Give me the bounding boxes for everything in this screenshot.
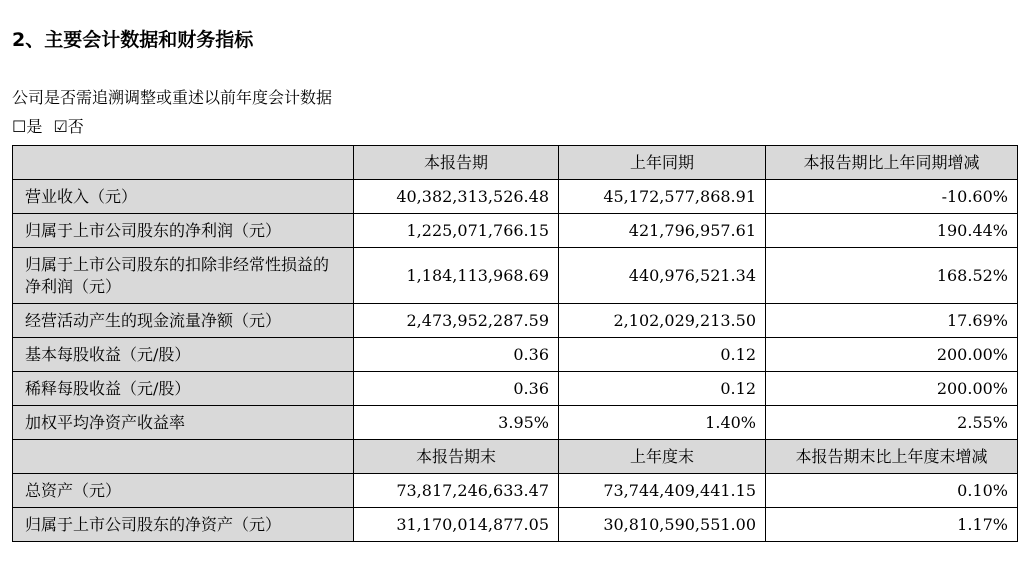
table-row <box>13 304 1018 338</box>
change-value: 1.17% <box>766 508 1018 542</box>
change-value: 200.00% <box>766 338 1018 372</box>
change-value: -10.60% <box>766 180 1018 214</box>
table-row <box>13 372 1018 406</box>
restatement-question: 公司是否需追溯调整或重述以前年度会计数据 <box>12 88 333 107</box>
current-value: 0.36 <box>354 338 559 372</box>
current-value: 40,382,313,526.48 <box>354 180 559 214</box>
prior-value: 0.12 <box>559 372 766 406</box>
table-header-row <box>13 440 1018 474</box>
table-row <box>13 248 1018 304</box>
prior-value: 0.12 <box>559 338 766 372</box>
current-value: 73,817,246,633.47 <box>354 474 559 508</box>
prior-value: 30,810,590,551.00 <box>559 508 766 542</box>
current-value: 31,170,014,877.05 <box>354 508 559 542</box>
current-value: 2,473,952,287.59 <box>354 304 559 338</box>
section-title: 2、主要会计数据和财务指标 <box>12 29 254 51</box>
table-header-row <box>13 146 1018 180</box>
choice-no <box>53 115 83 139</box>
current-value: 1,225,071,766.15 <box>354 214 559 248</box>
choice-no-label: 否 <box>67 117 84 136</box>
header-cell: 本报告期 <box>354 146 559 180</box>
change-value: 2.55% <box>766 406 1018 440</box>
prior-value: 1.40% <box>559 406 766 440</box>
header-cell <box>13 146 354 180</box>
prior-value: 73,744,409,441.15 <box>559 474 766 508</box>
table-row <box>13 508 1018 542</box>
table-row <box>13 406 1018 440</box>
header-cell: 本报告期末比上年度末增减 <box>766 440 1018 474</box>
row-label: 基本每股收益（元/股） <box>13 338 354 372</box>
change-value: 200.00% <box>766 372 1018 406</box>
header-cell: 上年度末 <box>559 440 766 474</box>
financial-data-table <box>12 145 1018 542</box>
header-cell <box>13 440 354 474</box>
change-value: 0.10% <box>766 474 1018 508</box>
row-label: 稀释每股收益（元/股） <box>13 372 354 406</box>
change-value: 168.52% <box>766 248 1018 304</box>
prior-value: 2,102,029,213.50 <box>559 304 766 338</box>
table-row <box>13 214 1018 248</box>
row-label: 归属于上市公司股东的净资产（元） <box>13 508 354 542</box>
checked-box-icon: ☑ <box>53 117 68 136</box>
change-value: 190.44% <box>766 214 1018 248</box>
change-value: 17.69% <box>766 304 1018 338</box>
table-row <box>13 338 1018 372</box>
table-row <box>13 474 1018 508</box>
prior-value: 45,172,577,868.91 <box>559 180 766 214</box>
row-label: 经营活动产生的现金流量净额（元） <box>13 304 354 338</box>
header-cell: 本报告期比上年同期增减 <box>766 146 1018 180</box>
row-label: 归属于上市公司股东的净利润（元） <box>13 214 354 248</box>
prior-value: 421,796,957.61 <box>559 214 766 248</box>
restatement-choices <box>12 115 90 139</box>
header-cell: 本报告期末 <box>354 440 559 474</box>
row-label: 归属于上市公司股东的扣除非经常性损益的净利润（元） <box>13 248 354 304</box>
current-value: 0.36 <box>354 372 559 406</box>
current-value: 1,184,113,968.69 <box>354 248 559 304</box>
current-value: 3.95% <box>354 406 559 440</box>
table-row <box>13 180 1018 214</box>
choice-yes-label: 是 <box>26 117 43 136</box>
choice-yes <box>12 115 42 139</box>
prior-value: 440,976,521.34 <box>559 248 766 304</box>
unchecked-box-icon: ☐ <box>12 117 27 136</box>
row-label: 营业收入（元） <box>13 180 354 214</box>
row-label: 总资产（元） <box>13 474 354 508</box>
header-cell: 上年同期 <box>559 146 766 180</box>
row-label: 加权平均净资产收益率 <box>13 406 354 440</box>
